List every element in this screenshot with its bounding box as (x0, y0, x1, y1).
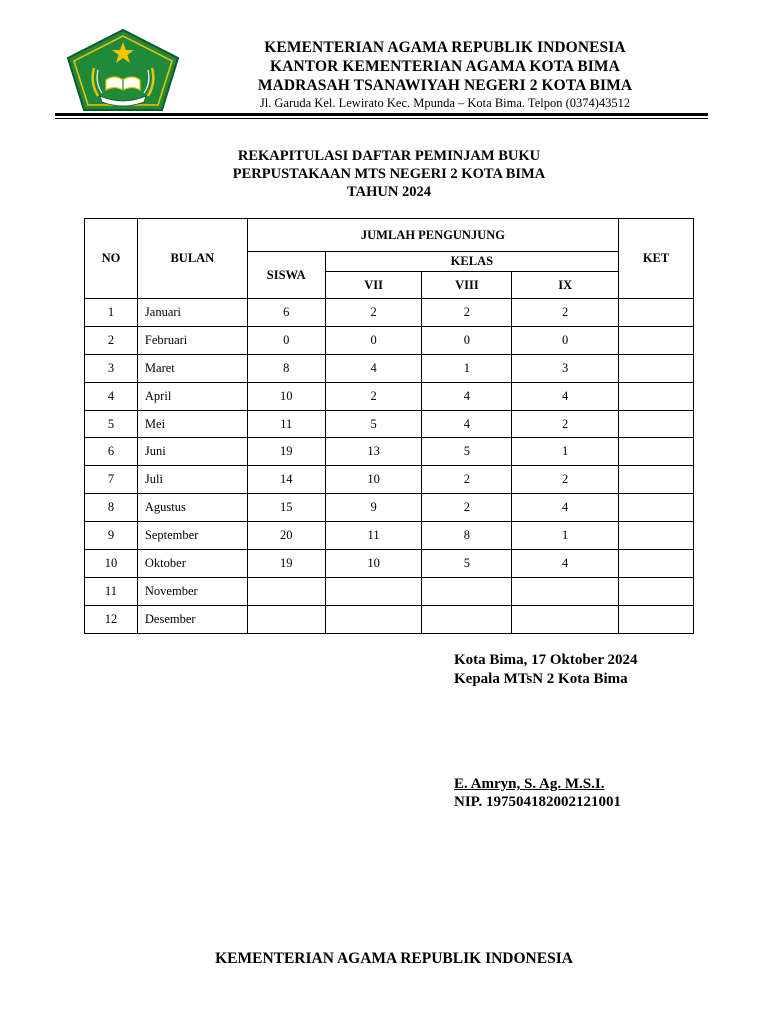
cell-no: 6 (85, 438, 138, 466)
cell-no: 3 (85, 354, 138, 382)
title-line-2: PERPUSTAKAAN MTS NEGERI 2 KOTA BIMA (232, 166, 546, 182)
cell-no: 8 (85, 494, 138, 522)
cell-siswa: 14 (247, 466, 325, 494)
cell-no: 10 (85, 550, 138, 578)
cell-viii: 0 (422, 326, 512, 354)
cell-ket (619, 326, 694, 354)
cell-ix: 2 (512, 299, 619, 327)
title-line-3: TAHUN 2024 (347, 184, 431, 200)
header-bulan: BULAN (137, 219, 247, 299)
table-row (85, 466, 694, 494)
cell-bulan: Februari (137, 326, 247, 354)
header-siswa: SISWA (247, 252, 325, 299)
signatory-nip: NIP. 197504182002121001 (454, 794, 621, 810)
cell-bulan: April (137, 382, 247, 410)
cell-siswa: 11 (247, 410, 325, 438)
cell-ket (619, 354, 694, 382)
cell-vii: 10 (325, 550, 422, 578)
signature-place-date: Kota Bima, 17 Oktober 2024 (454, 652, 638, 668)
cell-viii: 4 (422, 410, 512, 438)
cell-vii (325, 605, 422, 633)
table-row (85, 577, 694, 605)
kemenag-logo-icon (64, 28, 182, 112)
table-row (85, 299, 694, 327)
cell-vii: 5 (325, 410, 422, 438)
footer-ministry: KEMENTERIAN AGAMA REPUBLIK INDONESIA (215, 950, 573, 967)
table-row (85, 522, 694, 550)
cell-ket (619, 577, 694, 605)
cell-vii (325, 577, 422, 605)
cell-vii: 2 (325, 299, 422, 327)
table-row (85, 550, 694, 578)
cell-vii: 13 (325, 438, 422, 466)
cell-ix: 1 (512, 522, 619, 550)
signatory-name: E. Amryn, S. Ag. M.S.I. (454, 776, 605, 792)
cell-bulan: Desember (137, 605, 247, 633)
cell-no: 9 (85, 522, 138, 550)
signature-block (454, 651, 637, 689)
cell-siswa: 19 (247, 438, 325, 466)
cell-ket (619, 522, 694, 550)
cell-ix: 4 (512, 550, 619, 578)
cell-no: 1 (85, 299, 138, 327)
document-title (84, 147, 694, 201)
header-vii: VII (325, 272, 422, 299)
cell-bulan: Oktober (137, 550, 247, 578)
cell-vii: 2 (325, 382, 422, 410)
header-jumlah-pengunjung: JUMLAH PENGUNJUNG (247, 219, 618, 252)
signatory (454, 775, 621, 811)
header-kelas: KELAS (325, 252, 618, 272)
cell-viii: 2 (422, 299, 512, 327)
cell-ket (619, 299, 694, 327)
table-row (85, 326, 694, 354)
letterhead-school: MADRASAH TSANAWIYAH NEGERI 2 KOTA BIMA (257, 77, 633, 94)
cell-siswa: 10 (247, 382, 325, 410)
table-row (85, 605, 694, 633)
cell-bulan: Januari (137, 299, 247, 327)
cell-siswa (247, 605, 325, 633)
letterhead-address: Jl. Garuda Kel. Lewirato Kec. Mpunda – Kota Bima. Telpon (0374)43512 (259, 96, 631, 110)
borrower-recap-table (84, 218, 694, 634)
cell-bulan: Juni (137, 438, 247, 466)
cell-viii: 2 (422, 466, 512, 494)
cell-no: 11 (85, 577, 138, 605)
table-row (85, 494, 694, 522)
header-ket: KET (619, 219, 694, 299)
cell-bulan: November (137, 577, 247, 605)
letterhead-divider-thin (55, 118, 708, 119)
cell-vii: 4 (325, 354, 422, 382)
header-ix: IX (512, 272, 619, 299)
cell-bulan: Maret (137, 354, 247, 382)
signature-position: Kepala MTsN 2 Kota Bima (454, 671, 628, 687)
table-header (85, 219, 694, 299)
cell-siswa: 0 (247, 326, 325, 354)
cell-viii: 2 (422, 494, 512, 522)
table-row (85, 382, 694, 410)
table-row (85, 438, 694, 466)
cell-siswa: 20 (247, 522, 325, 550)
cell-no: 4 (85, 382, 138, 410)
cell-ix: 4 (512, 382, 619, 410)
letterhead-divider (55, 113, 708, 116)
cell-siswa (247, 577, 325, 605)
cell-no: 5 (85, 410, 138, 438)
header-no: NO (85, 219, 138, 299)
title-line-1: REKAPITULASI DAFTAR PEMINJAM BUKU (237, 148, 541, 164)
cell-viii: 5 (422, 438, 512, 466)
cell-bulan: Agustus (137, 494, 247, 522)
cell-bulan: Juli (137, 466, 247, 494)
cell-viii (422, 605, 512, 633)
header-viii: VIII (422, 272, 512, 299)
cell-ket (619, 605, 694, 633)
cell-bulan: September (137, 522, 247, 550)
cell-vii: 0 (325, 326, 422, 354)
cell-ix: 4 (512, 494, 619, 522)
cell-ix: 0 (512, 326, 619, 354)
cell-viii (422, 577, 512, 605)
cell-siswa: 6 (247, 299, 325, 327)
table-row (85, 410, 694, 438)
cell-ket (619, 494, 694, 522)
cell-bulan: Mei (137, 410, 247, 438)
cell-vii: 10 (325, 466, 422, 494)
cell-ix: 2 (512, 466, 619, 494)
cell-no: 7 (85, 466, 138, 494)
cell-ix: 1 (512, 438, 619, 466)
letterhead-ministry: KEMENTERIAN AGAMA REPUBLIK INDONESIA (264, 39, 626, 56)
cell-viii: 5 (422, 550, 512, 578)
cell-siswa: 8 (247, 354, 325, 382)
cell-no: 12 (85, 605, 138, 633)
cell-siswa: 19 (247, 550, 325, 578)
cell-ket (619, 382, 694, 410)
cell-no: 2 (85, 326, 138, 354)
cell-viii: 8 (422, 522, 512, 550)
cell-ix (512, 605, 619, 633)
cell-ix (512, 577, 619, 605)
table-row (85, 354, 694, 382)
cell-ket (619, 466, 694, 494)
cell-viii: 1 (422, 354, 512, 382)
cell-ix: 3 (512, 354, 619, 382)
cell-ix: 2 (512, 410, 619, 438)
cell-siswa: 15 (247, 494, 325, 522)
table-body (85, 299, 694, 634)
cell-vii: 11 (325, 522, 422, 550)
cell-ket (619, 438, 694, 466)
cell-vii: 9 (325, 494, 422, 522)
cell-ket (619, 410, 694, 438)
cell-ket (619, 550, 694, 578)
cell-viii: 4 (422, 382, 512, 410)
letterhead (190, 38, 700, 111)
letterhead-office: KANTOR KEMENTERIAN AGAMA KOTA BIMA (270, 58, 620, 75)
